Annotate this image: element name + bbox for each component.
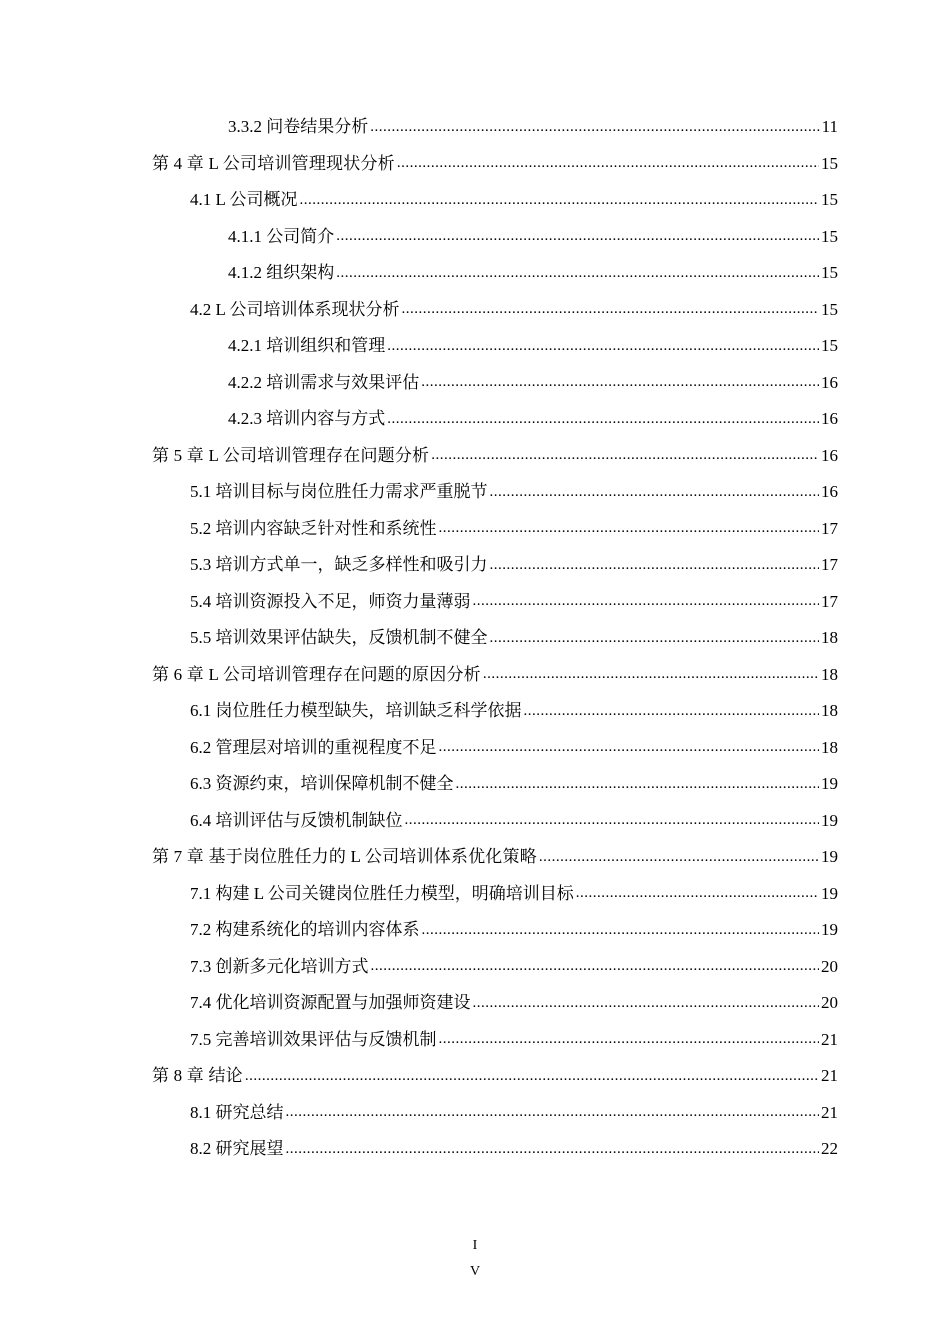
toc-page-number: 15 [821, 190, 838, 209]
toc-entry-title: 第 8 章 结论 [152, 1066, 243, 1085]
toc-entry-title: 4.2 L 公司培训体系现状分析 [190, 299, 400, 319]
toc-entry[interactable] [152, 803, 838, 840]
toc-entry-title: 4.2.1 培训组织和管理 [228, 336, 386, 355]
toc-page-number: 20 [821, 956, 838, 976]
toc-page-number: 16 [821, 445, 838, 465]
toc-entry-title: 7.4 优化培训资源配置与加强师资建设 [190, 993, 471, 1012]
toc-entry[interactable] [152, 584, 838, 621]
toc-dot-leader [421, 371, 819, 388]
toc-dot-leader [286, 1101, 820, 1118]
toc-entry-title: 5.3 培训方式单一，缺乏多样性和吸引力 [190, 555, 488, 574]
toc-entry-title: 5.2 培训内容缺乏针对性和系统性 [190, 518, 437, 538]
toc-dot-leader [473, 991, 820, 1008]
toc-entry-title: 8.2 研究展望 [190, 1139, 284, 1158]
toc-dot-leader [336, 225, 819, 242]
toc-page-number: 11 [821, 117, 838, 136]
toc-entry-title: 4.2.2 培训需求与效果评估 [228, 372, 420, 392]
toc-page-number: 16 [821, 372, 838, 392]
toc-entry[interactable] [152, 912, 838, 949]
toc-dot-leader [439, 1028, 820, 1045]
toc-page-number: 21 [821, 1102, 838, 1122]
toc-entry-title: 4.1.1 公司简介 [228, 226, 335, 246]
toc-page-number: 19 [821, 810, 838, 830]
toc-entry[interactable] [152, 1131, 838, 1168]
toc-dot-leader [483, 663, 819, 680]
toc-page-number: 17 [821, 591, 838, 611]
toc-entry[interactable] [152, 766, 838, 803]
toc-entry[interactable] [152, 109, 838, 146]
toc-dot-leader [387, 407, 819, 424]
toc-page-number: 21 [821, 1029, 838, 1049]
toc-entry-title: 6.3 资源约束，培训保障机制不健全 [190, 774, 454, 793]
toc-entry-title: 4.1 L 公司概况 [190, 190, 298, 209]
toc-entry[interactable] [152, 949, 838, 986]
toc-entry[interactable] [152, 985, 838, 1022]
toc-page-number: 15 [821, 336, 838, 355]
toc-dot-leader [245, 1064, 819, 1081]
toc-chapter-entry[interactable] [152, 438, 838, 475]
page-number-line-1: I [472, 1238, 478, 1253]
toc-entry[interactable] [152, 365, 838, 402]
toc-dot-leader [370, 115, 819, 132]
table-of-contents [152, 109, 838, 1168]
toc-dot-leader [539, 845, 819, 862]
toc-page-number: 19 [821, 920, 838, 939]
toc-dot-leader [405, 809, 820, 826]
toc-page-number: 19 [821, 774, 838, 793]
toc-entry[interactable] [152, 474, 838, 511]
toc-entry-title: 5.1 培训目标与岗位胜任力需求严重脱节 [190, 482, 488, 501]
toc-entry[interactable] [152, 292, 838, 329]
toc-entry-title: 4.1.2 组织架构 [228, 263, 335, 282]
toc-dot-leader [300, 188, 819, 205]
toc-chapter-entry[interactable] [152, 1058, 838, 1095]
toc-page-number: 22 [821, 1139, 838, 1158]
toc-entry-title: 7.2 构建系统化的培训内容体系 [190, 920, 420, 939]
toc-dot-leader [387, 334, 819, 351]
toc-dot-leader [371, 955, 820, 972]
toc-page-number: 17 [821, 518, 838, 538]
toc-dot-leader [431, 444, 819, 461]
toc-entry-title: 第 6 章 L 公司培训管理存在问题的原因分析 [152, 664, 481, 684]
toc-page-number: 15 [821, 226, 838, 246]
toc-entry-title: 8.1 研究总结 [190, 1102, 284, 1122]
toc-page-number: 16 [821, 409, 838, 428]
toc-dot-leader [336, 261, 819, 278]
toc-entry-title: 5.5 培训效果评估缺失，反馈机制不健全 [190, 628, 488, 647]
toc-dot-leader [490, 480, 820, 497]
toc-entry[interactable] [152, 730, 838, 767]
toc-page-number: 15 [821, 299, 838, 319]
toc-dot-leader [439, 517, 820, 534]
toc-page-number: 15 [821, 263, 838, 282]
toc-entry[interactable] [152, 511, 838, 548]
toc-entry[interactable] [152, 328, 838, 365]
toc-entry[interactable] [152, 401, 838, 438]
toc-chapter-entry[interactable] [152, 657, 838, 694]
toc-dot-leader [473, 590, 820, 607]
toc-page-number: 19 [821, 883, 838, 903]
toc-page-number: 17 [821, 555, 838, 574]
toc-dot-leader [439, 736, 820, 753]
toc-dot-leader [490, 553, 820, 570]
toc-entry[interactable] [152, 620, 838, 657]
toc-entry-title: 7.5 完善培训效果评估与反馈机制 [190, 1029, 437, 1049]
toc-dot-leader [524, 699, 820, 716]
toc-entry[interactable] [152, 547, 838, 584]
toc-entry[interactable] [152, 219, 838, 256]
toc-dot-leader [422, 918, 820, 935]
toc-dot-leader [402, 298, 819, 315]
toc-page-number: 18 [821, 701, 838, 720]
toc-entry[interactable] [152, 876, 838, 913]
toc-dot-leader [286, 1137, 820, 1154]
toc-entry-title: 5.4 培训资源投入不足，师资力量薄弱 [190, 591, 471, 611]
toc-entry-title: 7.3 创新多元化培训方式 [190, 956, 369, 976]
toc-dot-leader [397, 152, 819, 169]
toc-entry-title: 3.3.2 问卷结果分析 [228, 117, 369, 136]
toc-entry[interactable] [152, 255, 838, 292]
toc-entry[interactable] [152, 1095, 838, 1132]
toc-entry-title: 7.1 构建 L 公司关键岗位胜任力模型，明确培训目标 [190, 883, 574, 903]
toc-entry-title: 6.2 管理层对培训的重视程度不足 [190, 737, 437, 757]
toc-chapter-entry[interactable] [152, 839, 838, 876]
toc-page-number: 15 [821, 153, 838, 173]
toc-page-number: 20 [821, 993, 838, 1012]
toc-entry[interactable] [152, 693, 838, 730]
toc-page-number: 18 [821, 737, 838, 757]
toc-entry-title: 6.4 培训评估与反馈机制缺位 [190, 810, 403, 830]
toc-page-number: 18 [821, 664, 838, 684]
toc-entry-title: 4.2.3 培训内容与方式 [228, 409, 386, 428]
toc-page-number: 18 [821, 628, 838, 647]
toc-page-number: 16 [821, 482, 838, 501]
toc-dot-leader [576, 882, 819, 899]
toc-entry[interactable] [152, 1022, 838, 1059]
page-number-line-2: V [469, 1264, 481, 1279]
toc-page-number: 21 [821, 1066, 838, 1085]
toc-page-number: 19 [821, 847, 838, 866]
toc-entry-title: 6.1 岗位胜任力模型缺失，培训缺乏科学依据 [190, 701, 522, 720]
toc-entry[interactable] [152, 182, 838, 219]
toc-entry-title: 第 7 章 基于岗位胜任力的 L 公司培训体系优化策略 [152, 847, 537, 866]
toc-dot-leader [490, 626, 820, 643]
toc-chapter-entry[interactable] [152, 146, 838, 183]
toc-entry-title: 第 4 章 L 公司培训管理现状分析 [152, 153, 395, 173]
toc-dot-leader [456, 772, 820, 789]
toc-entry-title: 第 5 章 L 公司培训管理存在问题分析 [152, 445, 430, 465]
